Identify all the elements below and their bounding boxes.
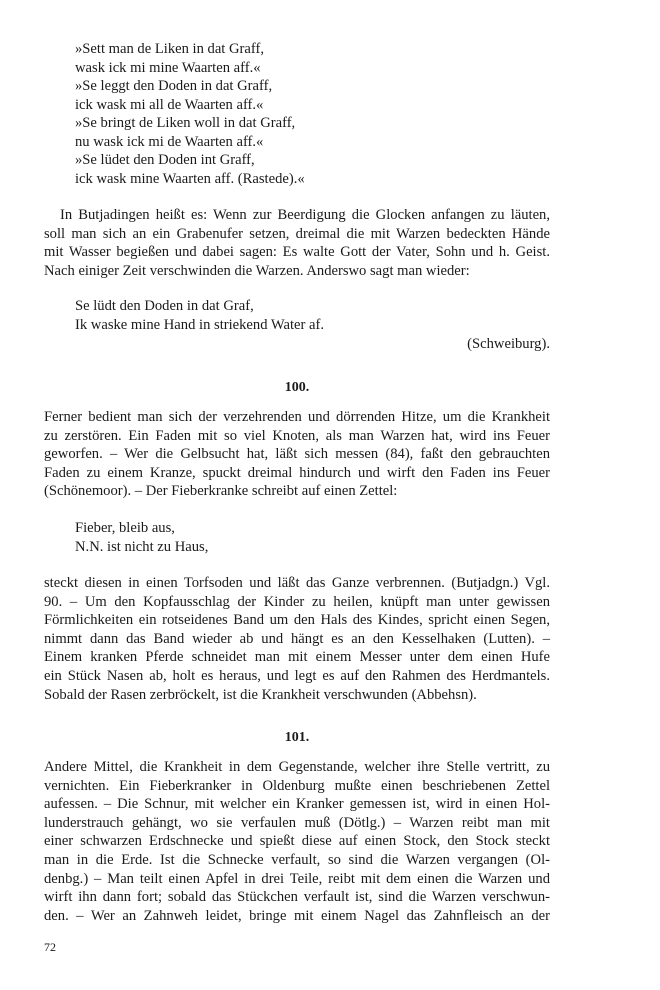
paragraph-line: Förmlichkeiten ein rotseidenes Band um den Hals des Kindes, spricht einen Segen,: [44, 612, 550, 629]
paragraph-line: soll man sich an ein Grabenufer setzen, dreimal die mit Warzen bedeckten Hände: [44, 225, 550, 242]
verse-line: N.N. ist nicht zu Haus,: [75, 538, 209, 555]
paragraph-line: 90. – Um den Kopfausschlag der Kinder zu heilen, knüpft man unter gewissen: [44, 593, 550, 610]
paragraph-line: man in die Erde. Ist die Schnecke verfault, so sind die Warzen vergangen (Ol-: [44, 851, 550, 868]
verse-block-rastede: [75, 40, 305, 188]
paragraph-line: lunderstrauch gehängt, wo sie verfaulen muß (Dötlg.) – Warzen reibt man mit: [44, 814, 550, 831]
paragraph-line: geworfen. – Wer die Gelbsucht hat, läßt sich messen (84), faßt den gebrauchten: [44, 446, 550, 463]
verse-line: ick wask mine Waarten aff. (Rastede).«: [75, 170, 305, 187]
paragraph-line: In Butjadingen heißt es: Wenn zur Beerdigung die Glocken anfangen zu läuten,: [60, 207, 550, 223]
paragraph-section-100: [44, 408, 550, 501]
paragraph-line: denbg.) – Man teilt einen Apfel in drei Teile, reibt mit dem einen die Warzen und: [44, 870, 550, 887]
paragraph-line: zu zerstören. Ein Faden mit so viel Knoten, als man Warzen hat, wird ins Feuer: [44, 427, 550, 444]
verse-line: ick wask mi all de Waarten aff.«: [75, 96, 264, 113]
paragraph-line: wirft ihn dann fort; sobald das Stückchen verfault ist, sind die Warzen verschwun-: [44, 889, 550, 906]
paragraph-line: (Schönemoor). – Der Fieberkranke schreibt auf einen Zettel:: [44, 483, 398, 500]
paragraph-line: aufessen. – Die Schnur, mit welcher ein Kranker gemessen ist, wird in einen Hol-: [44, 796, 550, 813]
verse-line: »Se leggt den Doden in dat Graff,: [75, 78, 273, 94]
verse-line: »Se lüdet den Doden int Graff,: [75, 152, 255, 168]
paragraph-line: Faden zu einem Kranze, spuckt dreimal hindurch und wirft den Faden ins Feuer: [44, 464, 550, 481]
verse-line: »Sett man de Liken in dat Graff,: [75, 41, 264, 57]
verse-line: nu wask ick mi de Waarten aff.«: [75, 133, 264, 150]
paragraph-section-101: [44, 758, 550, 925]
paragraph-line: steckt diesen in einen Torfsoden und läßt das Ganze verbrennen. (Butjadgn.) Vgl.: [44, 575, 550, 591]
paragraph-kopfausschlag: [44, 574, 550, 704]
verse-line: Fieber, bleib aus,: [75, 520, 175, 536]
paragraph-line: ein Stück Nasen ab, holt es heraus, und legt es auf den Rahmen des Herdmantels.: [44, 667, 550, 684]
paragraph-butjadingen: [44, 206, 550, 280]
verse-block-schweiburg: [75, 297, 324, 334]
section-heading-101: 101.: [284, 730, 310, 745]
paragraph-line: nimmt dann das Band wieder ab und hängt es an den Kesselhaken (Lutten). –: [44, 630, 550, 647]
paragraph-line: mit Wasser begießen und dabei sagen: Es walte Gott der Vater, Sohn und h. Geist.: [44, 244, 550, 261]
page-number: 72: [44, 940, 56, 954]
verse-line: wask ick mi mine Waarten aff.«: [75, 59, 261, 76]
paragraph-line: Ferner bedient man sich der verzehrenden und dörrenden Hitze, um die Krankheit: [44, 409, 550, 425]
verse-line: »Se bringt de Liken woll in dat Graff,: [75, 115, 296, 131]
paragraph-line: den. – Wer an Zahnweh leidet, bringe mit einem Nagel das Zahnfleisch an der: [44, 907, 550, 924]
paragraph-line: Nach einiger Zeit verschwinden die Warzen. Anderswo sagt man wieder:: [44, 262, 470, 279]
paragraph-line: vernichten. Ein Fieberkranker in Oldenburg mußte einen beschriebenen Zettel: [44, 777, 550, 794]
verse-line: Ik waske mine Hand in striekend Water af.: [75, 316, 324, 333]
paragraph-line: Sobald der Rasen zerbröckelt, ist die Krankheit verschwunden (Abbehsn).: [44, 686, 477, 703]
verse-source: (Schweiburg).: [467, 336, 550, 352]
verse-block-fieber: [75, 519, 208, 556]
paragraph-line: Einem kranken Pferde schneidet man mit einem Messer unter dem einen Hufe: [44, 649, 550, 666]
paragraph-line: einer schwarzen Erdschnecke und spießt diese auf einen Stock, den Stock steckt: [44, 833, 550, 850]
section-heading-100: 100.: [284, 380, 310, 395]
paragraph-line: Andere Mittel, die Krankheit in dem Gegenstande, welcher ihre Stelle vertritt, zu: [44, 759, 550, 775]
verse-line: Se lüdt den Doden in dat Graf,: [75, 298, 254, 314]
